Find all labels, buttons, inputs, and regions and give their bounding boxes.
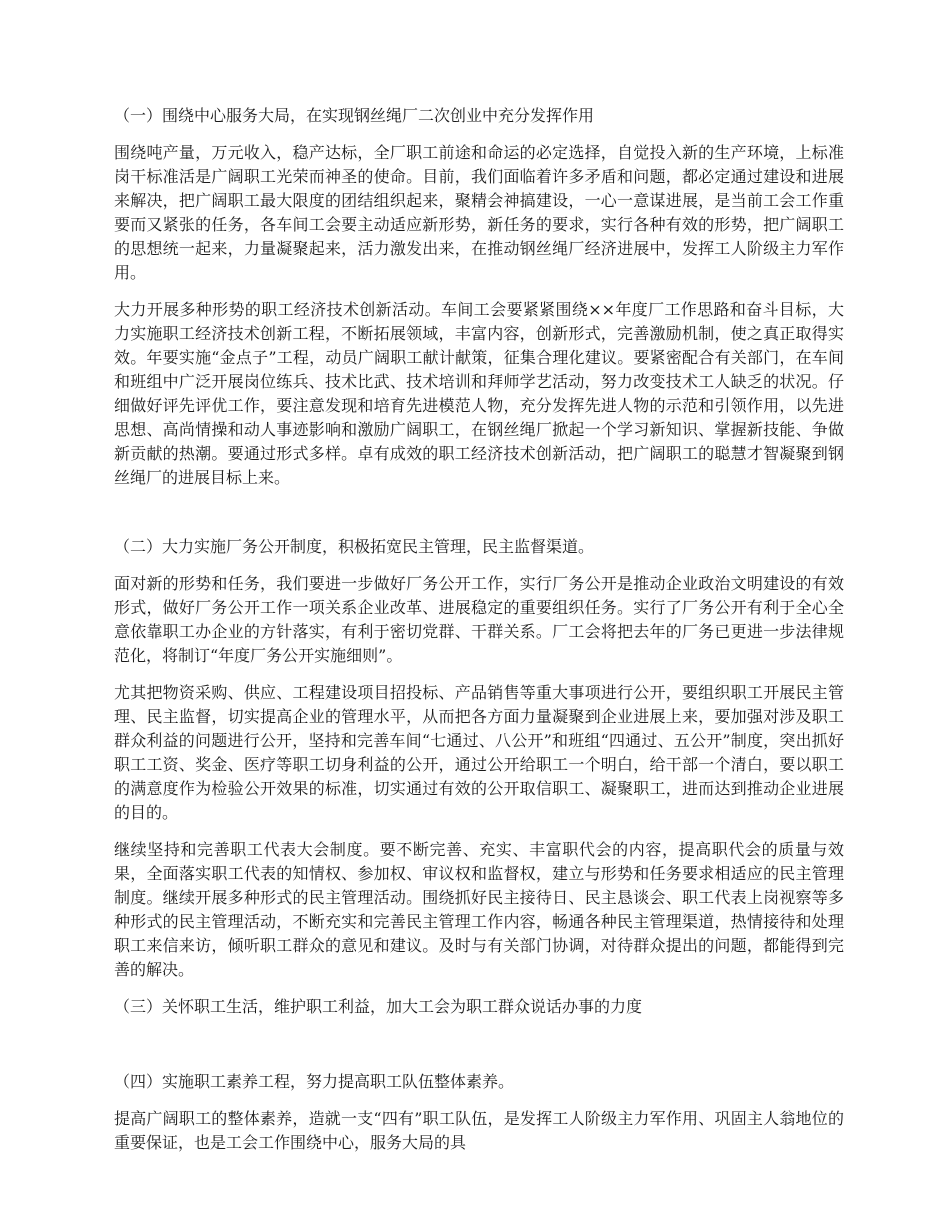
section-1-heading: （一）围绕中心服务大局，在实现钢丝绳厂二次创业中充分发挥作用 [114,106,595,125]
section-gap [114,1032,844,1070]
document-page [114,104,844,1168]
section-2-heading: （二）大力实施厂务公开制度，积极拓宽民主管理，民主监督渠道。 [114,537,595,556]
section-2-paragraph-2: 尤其把物资采购、供应、工程建设项目招投标、产品销售等重大事项进行公开，要组织职工开展民主管理、民主监督，切实提高企业的管理水平，从而把各方面力量凝聚到企业进展上来，要加强对涉及职工群众利益的问题进行公开，坚持和完善车间“七通过、八公开”和班组“四通过、五公开”制度，突出抓好职工工资、奖金、医疗等职工切身利益的公开，通过公开给职工一个明白，给干部一个清白，要以职工的满意度作为检验公开效果的标准，切实通过有效的公开取信职工、凝聚职工，进而达到推动企业进展的目的。 [114,683,844,822]
section-4-heading: （四）实施职工素养工程，努力提高职工队伍整体素养。 [114,1072,515,1091]
section-1-paragraph-1: 围绕吨产量，万元收入，稳产达标，全厂职工前途和命运的必定选择，自觉投入新的生产环境，上标准岗干标准活是广阔职工光荣而神圣的使命。目前，我们面临着许多矛盾和问题，都必定通过建设和进展来解决，把广阔职工最大限度的团结组织起来，聚精会神搞建设，一心一意谋进展，是当前工会工作重要而又紧张的任务，各车间工会要主动适应新形势，新任务的要求，实行各种有效的形势，把广阔职工的思想统一起来，力量凝聚起来，活力激发出来，在推动钢丝绳厂经济进展中，发挥工人阶级主力军作用。 [114,143,844,282]
section-4-paragraph-1: 提高广阔职工的整体素养，造就一支“四有”职工队伍，是发挥工人阶级主力军作用、巩固主人翁地位的重要保证，也是工会工作围绕中心，服务大局的具 [114,1109,844,1152]
section-2-paragraph-3: 继续坚持和完善职工代表大会制度。要不断完善、充实、丰富职代会的内容，提高职代会的质量与效果，全面落实职工代表的知情权、参加权、审议权和监督权，建立与形势和任务要求相适应的民主管理制度。继续开展多种形式的民主管理活动。围绕抓好民主接待日、民主恳谈会、职工代表上岗视察等多种形式的民主管理活动，不断充实和完善民主管理工作内容，畅通各种民主管理渠道，热情接待和处理职工来信来访，倾听职工群众的意见和建议。及时与有关部门协调，对待群众提出的问题，都能得到完善的解决。 [114,840,844,979]
section-1-paragraph-2: 大力开展多种形势的职工经济技术创新活动。车间工会要紧紧围绕××年度厂工作思路和奋斗目标，大力实施职工经济技术创新工程，不断拓展领域，丰富内容，创新形式，完善激励机制，使之真正取得实效。年要实施“金点子”工程，动员广阔职工献计献策，征集合理化建议。要紧密配合有关部门，在车间和班组中广泛开展岗位练兵、技术比武、技术培训和拜师学艺活动，努力改变技术工人缺乏的状况。仔细做好评先评优工作，要注意发现和培育先进模范人物，充分发挥先进人物的示范和引领作用，以先进思想、高尚情操和动人事迹影响和激励广阔职工，在钢丝绳厂掀起一个学习新知识、掌握新技能、争做新贡献的热潮。要通过形式多样。卓有成效的职工经济技术创新活动，把广阔职工的聪慧才智凝聚到钢丝绳厂的进展目标上来。 [114,300,844,487]
section-3-heading: （三）关怀职工生活，维护职工利益，加大工会为职工群众说话办事的力度 [114,997,643,1016]
section-gap [114,503,844,535]
section-2-paragraph-1: 面对新的形势和任务，我们要进一步做好厂务公开工作，实行厂务公开是推动企业政治文明建设的有效形式，做好厂务公开工作一项关系企业改革、进展稳定的重要组织任务。实行了厂务公开有利于全心全意依靠职工办企业的方针落实，有利于密切党群、干群关系。厂工会将把去年的厂务已更进一步法律规范化，将制订“年度厂务公开实施细则”。 [114,574,844,665]
